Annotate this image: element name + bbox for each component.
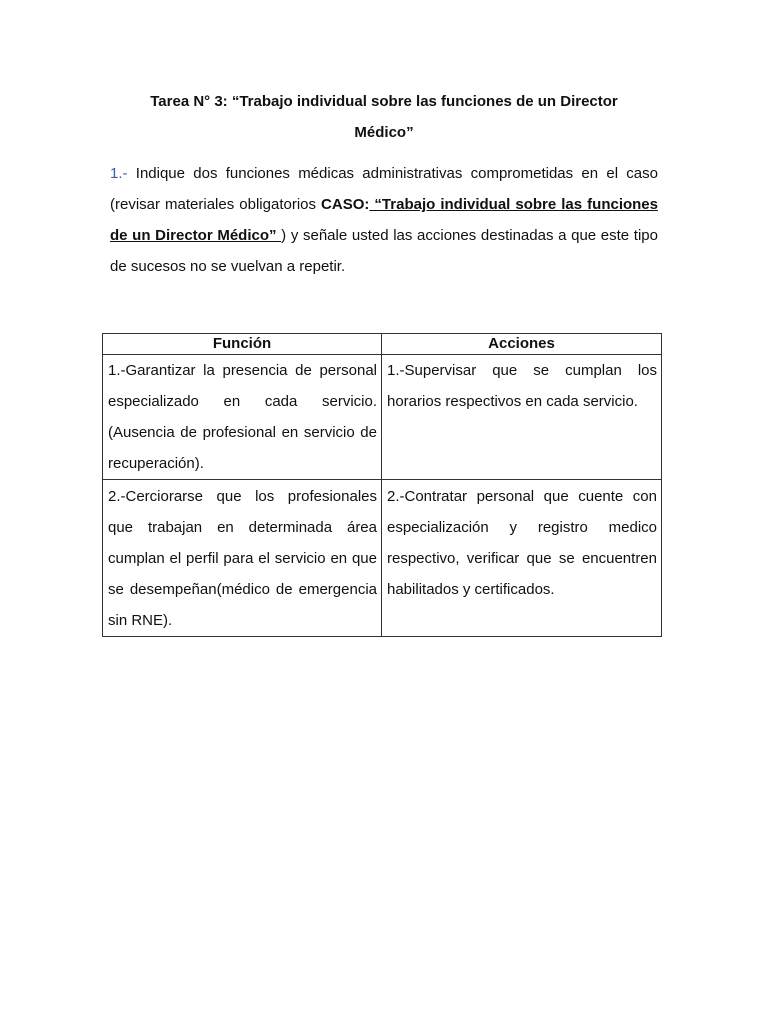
header-acciones: Acciones — [382, 334, 662, 355]
header-funcion: Función — [103, 334, 382, 355]
title-line-1: Tarea N° 3: “Trabajo individual sobre las funciones de un Director — [150, 93, 618, 110]
cell-funcion: 1.-Garantizar la presencia de personal especializado en cada servicio. (Ausencia de profesional en servicio de recuperación). — [103, 355, 382, 480]
cell-funcion: 2.-Cerciorarse que los profesionales que trabajan en determinada área cumplan el perfil para el servicio en que se desempeñan(médico de emergencia sin RNE). — [103, 480, 382, 637]
cell-acciones: 1.-Supervisar que se cumplan los horarios respectivos en cada servicio. — [382, 355, 662, 480]
question-text-after: ) y señale usted las acciones destinadas a que este tipo de sucesos no se vuelvan a repetir. — [110, 227, 658, 275]
table-header-row — [103, 334, 662, 355]
title-line-2: Médico” — [354, 124, 414, 141]
document-title — [110, 86, 658, 148]
caso-label: CASO: — [321, 196, 370, 213]
question-number: 1.- — [110, 165, 128, 182]
case-title: “Trabajo individual sobre las funciones de un Director Médico” — [110, 196, 658, 244]
question-text-before: Indique dos funciones médicas administrativas comprometidas en el caso (revisar materiales obligatorios — [110, 165, 658, 213]
functions-actions-table — [102, 333, 662, 637]
table-row — [103, 480, 662, 637]
table-row — [103, 355, 662, 480]
question-paragraph — [110, 158, 658, 282]
cell-acciones: 2.-Contratar personal que cuente con especialización y registro medico respectivo, verificar que se encuentren habilitados y certificados. — [382, 480, 662, 637]
